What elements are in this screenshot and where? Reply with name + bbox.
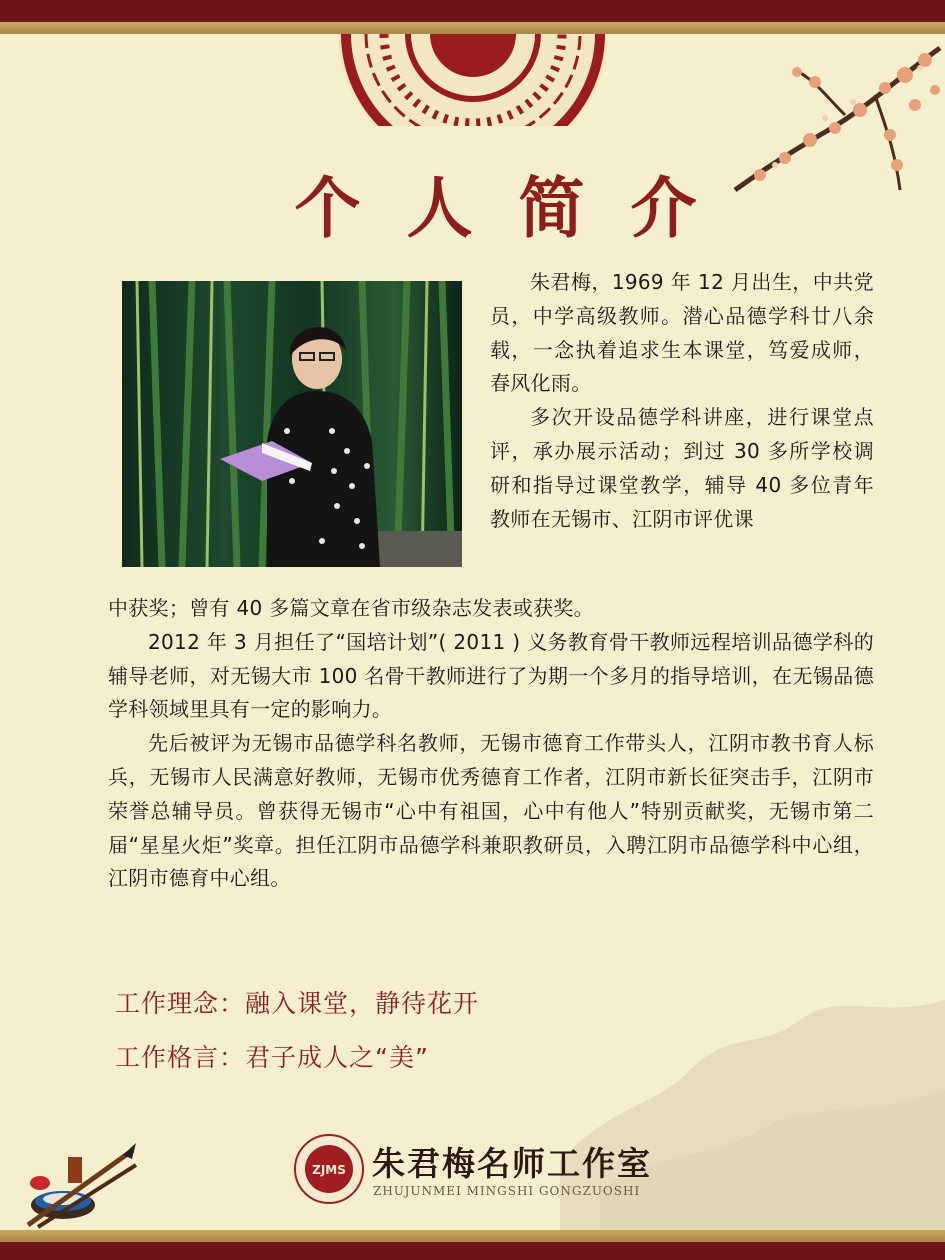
bottom-gold-strip	[0, 1230, 945, 1242]
decorative-medallion	[338, 34, 608, 126]
top-border-band	[0, 0, 945, 22]
work-motto: 工作格言：君子成人之“美”	[115, 1043, 429, 1072]
body-paragraph-1: 2012 年 3 月担任了“国培计划”( 2011 ) 义务教育骨干教师远程培训品德学科的辅导老师，对无锡大市 100 名骨干教师进行了为期一个多月的指导培训，在无锡品德学科领域里具有一定的影响力。	[108, 629, 874, 722]
studio-name: 朱君梅名师工作室	[372, 1144, 652, 1183]
body-paragraph-2: 先后被评为无锡市品德学科名教师，无锡市德育工作带头人，江阴市教书育人标兵，无锡市人民满意好教师，无锡市优秀德育工作者，江阴市新长征突击手，江阴市荣誉总辅导员。曾获得无锡市“心中有祖国，心中有他人”特别贡献奖，无锡市第二届“星星火炬”奖章。担任江阴市品德学科兼职教研员，入聘江阴市品德学科中心组，江阴市德育中心组。	[108, 731, 874, 891]
intro-paragraph-1: 朱君梅，1969 年 12 月出生，中共党员，中学高级教师。潜心品德学科廿八余载，一念执着追求生本课堂，笃爱成师，春风化雨。	[490, 270, 874, 396]
body-text-column	[108, 592, 874, 896]
top-gold-strip	[0, 22, 945, 34]
brush-and-inkstone-icon	[18, 1135, 138, 1230]
intro-text-column	[490, 266, 874, 536]
intro-paragraph-2: 多次开设品德学科讲座，进行课堂点评，承办展示活动；到过 30 多所学校调研和指导过课堂教学，辅导 40 多位青年教师在无锡市、江阴市评优课	[490, 405, 874, 531]
studio-logo-seal	[293, 1133, 365, 1205]
portrait-photo	[122, 281, 462, 567]
bottom-border-band	[0, 1242, 945, 1260]
page-title: 个人简介	[294, 169, 743, 247]
logo-letters: ZJMS	[312, 1163, 346, 1177]
work-philosophy: 工作理念：融入课堂，静待花开	[115, 989, 480, 1018]
intro-paragraph-2-continued: 中获奖；曾有 40 多篇文章在省市级杂志发表或获奖。	[108, 596, 594, 620]
studio-pinyin: ZHUJUNMEI MINGSHI GONGZUOSHI	[373, 1184, 641, 1198]
